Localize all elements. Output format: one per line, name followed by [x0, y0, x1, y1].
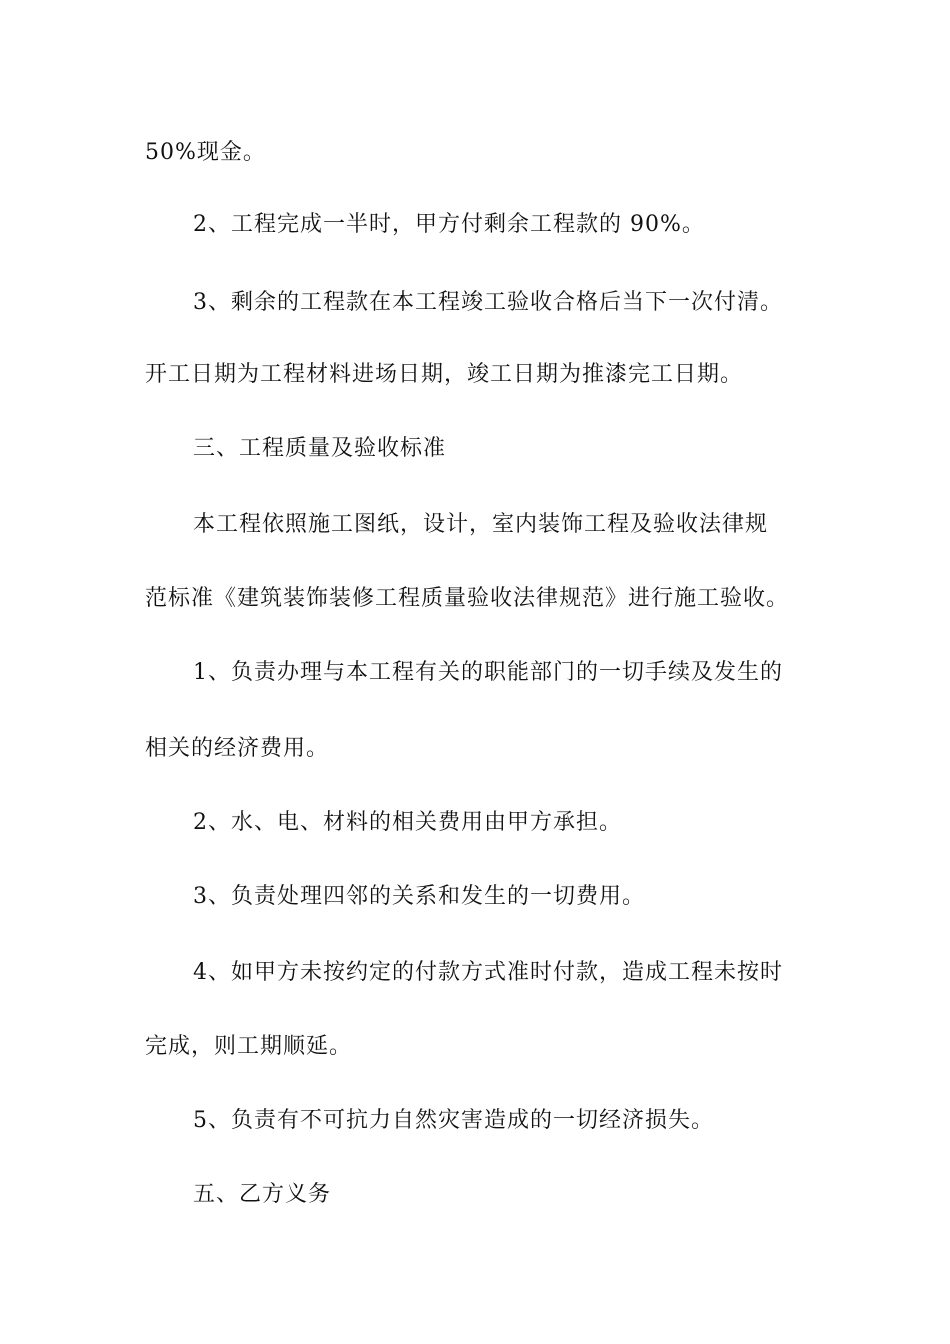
- text-line: 本工程依照施工图纸，设计，室内装饰工程及验收法律规: [193, 512, 769, 537]
- text-line: 50%现金。: [145, 140, 266, 165]
- text-line: 2、水、电、材料的相关费用由甲方承担。: [193, 810, 622, 835]
- text-line: 3、剩余的工程款在本工程竣工验收合格后当下一次付清。: [193, 290, 783, 315]
- text-line: 5、负责有不可抗力自然灾害造成的一切经济损失。: [193, 1108, 714, 1133]
- section-heading: 三、工程质量及验收标准: [193, 436, 447, 461]
- text-line: 完成，则工期顺延。: [145, 1034, 353, 1059]
- text-line: 相关的经济费用。: [145, 736, 330, 761]
- section-heading: 五、乙方义务: [193, 1182, 332, 1207]
- text-line: 3、负责处理四邻的关系和发生的一切费用。: [193, 884, 645, 909]
- text-line: 范标准《建筑装饰装修工程质量验收法律规范》进行施工验收。: [145, 586, 790, 611]
- text-line: 2、工程完成一半时，甲方付剩余工程款的 90%。: [193, 212, 705, 237]
- text-line: 1、负责办理与本工程有关的职能部门的一切手续及发生的: [193, 660, 783, 685]
- text-line: 4、如甲方未按约定的付款方式准时付款，造成工程未按时: [193, 960, 783, 985]
- text-line: 开工日期为工程材料进场日期，竣工日期为推漆完工日期。: [145, 362, 744, 387]
